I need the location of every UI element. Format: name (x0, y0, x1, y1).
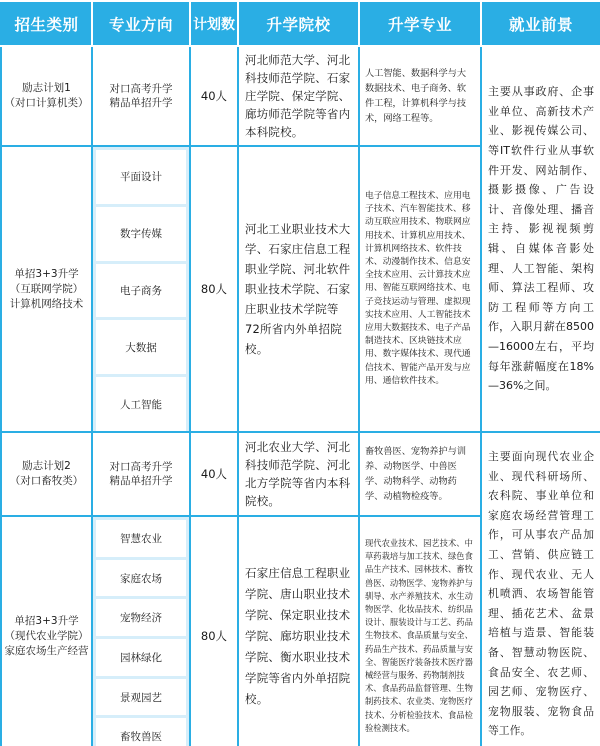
header-plan: 计划数 (190, 1, 238, 46)
career-cell: 主要面向现代农业企业、现代科研场所、农科院、事业单位和家庭农场经营管理工作，可从事农产品加工、营销、供应链工作、现代农业、无人机喷洒、农场智能管理、插花艺术、盆景培植与造景、智能装备、智慧动物医院、食品安全、农艺师、园艺师、宠物医疗、宠物服装、宠物食品等工作。 (481, 432, 600, 746)
category-line: （对口畜牧类） (9, 475, 84, 487)
major-cell: 现代农业技术、园艺技术、中草药栽培与加工技术、绿色食品生产技术、园林技术、畜牧兽医、动物医学、宠物养护与驯导、水产养殖技术、水生动物医学、化妆品技术、纺织品设计、服装设计与工艺、药品生物技术、食品质量与安全、药品生产技术、药品质量与安全、智能医疗装备技术医疗器械经营与服务、药物制剂技术、食品药品监督管理、生物制药技术、农业类、宠物医疗技术、分析检验技术、食品检验检测技术。 (359, 516, 481, 746)
direction-line: 对口高考升学 (109, 461, 173, 473)
subdirection-item: 畜牧兽医 (96, 718, 186, 746)
subdirection-item: 人工智能 (96, 377, 186, 431)
major-cell: 畜牧兽医、宠物养护与训养、动物医学、中兽医学、动物科学、动物药学、动植物检疫等。 (359, 432, 481, 516)
major-cell: 人工智能、数据科学与大数据技术、电子商务、软件工程，计算机科学与技术，网络工程等。 (359, 46, 481, 146)
category-cell (1, 516, 92, 746)
school-cell: 河北农业大学、河北科技师范学院、河北北方学院等省内本科院校。 (238, 432, 359, 516)
category-cell (1, 46, 92, 146)
category-line: 励志计划2 (22, 460, 71, 472)
category-line: 计算机网络技术 (9, 297, 84, 310)
direction-cell (92, 46, 190, 146)
header-direction: 专业方向 (92, 1, 190, 46)
subdirection-list (93, 517, 189, 746)
category-line: （现代农业学院） (4, 629, 89, 642)
subdirection-cell (92, 516, 190, 746)
plan-cell: 40人 (190, 46, 238, 146)
header-major: 升学专业 (359, 1, 481, 46)
subdirection-item: 电子商务 (96, 264, 186, 321)
subdirection-item: 智慧农业 (96, 517, 186, 560)
header-category: 招生类别 (1, 1, 92, 46)
plan-cell: 80人 (190, 146, 238, 432)
subdirection-item: 数字传媒 (96, 207, 186, 264)
subdirection-item: 园林绿化 (96, 639, 186, 679)
table-row (1, 432, 600, 516)
subdirection-item: 家庭农场 (96, 560, 186, 600)
header-school: 升学院校 (238, 1, 359, 46)
header-row (1, 1, 600, 46)
direction-line: 精品单招升学 (109, 475, 173, 487)
header-career: 就业前景 (481, 1, 600, 46)
direction-cell (92, 432, 190, 516)
category-line: 家庭农场生产经营 (4, 644, 89, 657)
career-cell: 主要从事政府、企事业单位、高新技术产业、影视传媒公司、等IT软件行业从事软件开发、网站制作、摄影摄像、广告设计、音像处理、播音主持、影视视频剪辑、自媒体音影处理、人工智能、架构师、算法工程师、攻防工程师等方向工作，入职月薪在8500—16000左右，平均每年涨薪幅度在18%—36%之间。 (481, 46, 600, 432)
category-line: （对口计算机类） (4, 97, 89, 109)
subdirection-list (93, 147, 189, 431)
table-row (1, 46, 600, 146)
subdirection-item: 宠物经济 (96, 599, 186, 639)
subdirection-item: 平面设计 (96, 147, 186, 207)
major-cell: 电子信息工程技术、应用电子技术、汽车智能技术、移动互联应用技术、物联网应用技术、计算机应用技术、计算机网络技术、软件技术、动漫制作技术、信息安全技术应用、云计算技术应用、智能互联网络技术、电子竞技运动与管理、虚拟现实技术应用、人工智能技术应用大数据技术、电子产品制造技术、区块链技术应用、数字媒体技术、现代通信技术、智能产品开发与应用、通信软件技术。 (359, 146, 481, 432)
subdirection-item: 大数据 (96, 320, 186, 377)
plan-cell: 40人 (190, 432, 238, 516)
category-line: 单招3+3升学 (14, 614, 79, 627)
school-cell: 河北师范大学、河北科技师范学院、石家庄学院、保定学院、廊坊师范学院等省内本科院校。 (238, 46, 359, 146)
category-line: 单招3+3升学 (14, 267, 79, 280)
subdirection-item: 景观园艺 (96, 679, 186, 719)
plan-cell: 80人 (190, 516, 238, 746)
category-cell (1, 432, 92, 516)
direction-line: 精品单招升学 (109, 97, 173, 109)
category-line: （互联网学院） (9, 282, 84, 295)
direction-line: 对口高考升学 (109, 83, 173, 95)
category-cell (1, 146, 92, 432)
school-cell: 石家庄信息工程职业学院、唐山职业技术学院、保定职业技术学院、廊坊职业技术学院、衡水职业技术学院等省内外单招院校。 (238, 516, 359, 746)
subdirection-cell (92, 146, 190, 432)
school-cell: 河北工业职业技术大学、石家庄信息工程职业学院、河北软件职业技术学院、石家庄职业技术学院等72所省内外单招院校。 (238, 146, 359, 432)
category-line: 励志计划1 (22, 82, 71, 94)
